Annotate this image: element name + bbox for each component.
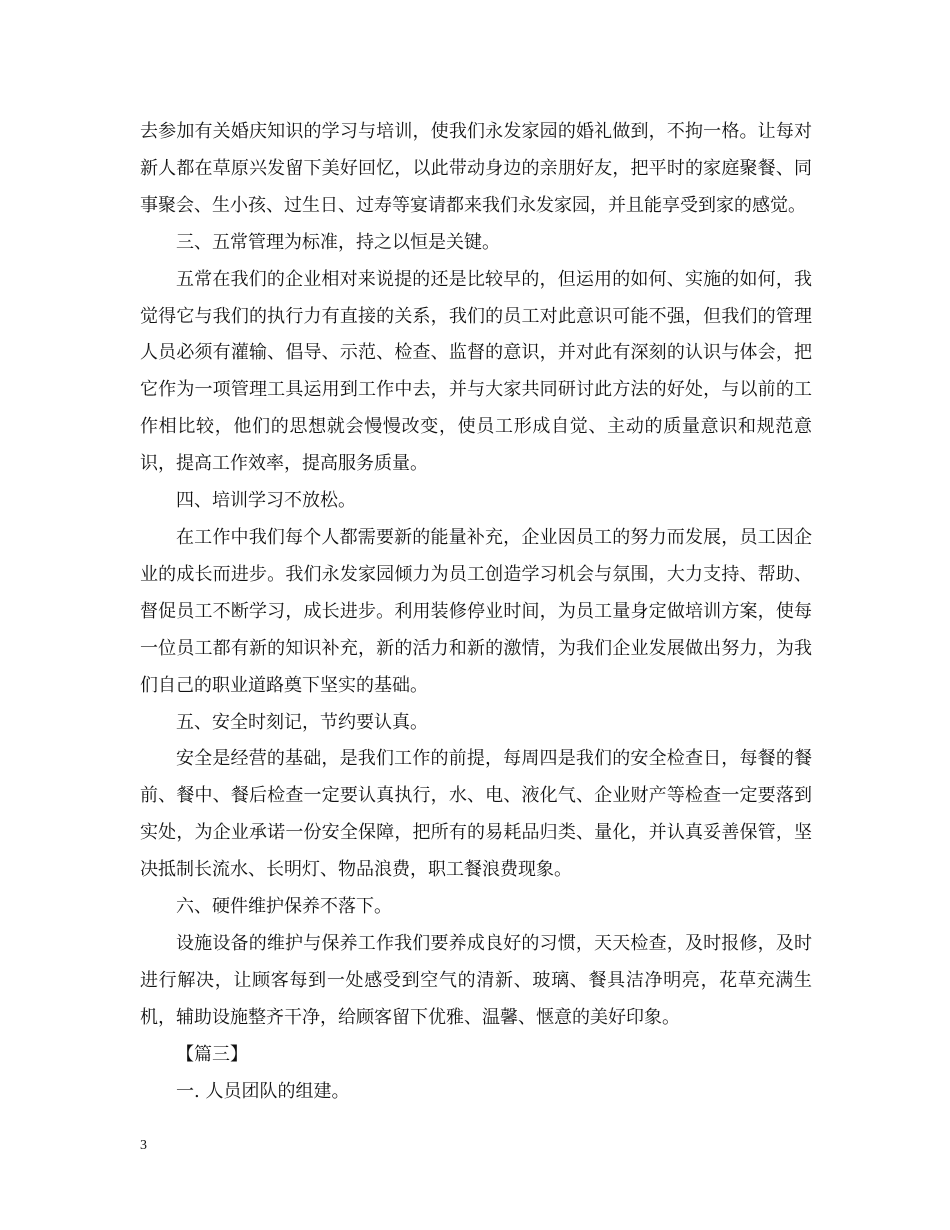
section-heading-4: 四、培训学习不放松。 (176, 490, 356, 512)
paragraph-safety: 安全是经营的基础，是我们工作的前提，每周四是我们的安全检查日，每餐的餐前、餐中、餐后检查一定要认真执行，水、电、液化气、企业财产等检查一定要落到实处，为企业承诺一份安全保障，把所有的易耗品归类、量化，并认真妥善保管，坚决抵制长流水、长明灯、物品浪费，职工餐浪费现象。 (140, 748, 812, 881)
subheading-team-building: 一. 人员团队的组建。 (176, 1080, 350, 1102)
section-heading-6: 六、硬件维护保养不落下。 (176, 896, 392, 918)
document-body (140, 114, 812, 1110)
page-number: 3 (140, 1138, 147, 1153)
paragraph-five-s-management: 五常在我们的企业相对来说提的还是比较早的，但运用的如何、实施的如何，我觉得它与我们的执行力有直接的关系，我们的员工对此意识可能不强，但我们的管理人员必须有灌输、倡导、示范、检查、监督的意识，并对此有深刻的认识与体会，把它作为一项管理工具运用到工作中去，并与大家共同研讨此方法的好处，与以前的工作相比较，他们的思想就会慢慢改变，使员工形成自觉、主动的质量意识和规范意识，提高工作效率，提高服务质量。 (140, 268, 812, 475)
paragraph-continuation: 去参加有关婚庆知识的学习与培训，使我们永发家园的婚礼做到，不拘一格。让每对新人都在草原兴发留下美好回忆，以此带动身边的亲朋好友，把平时的家庭聚餐、同事聚会、生小孩、过生日、过寿等宴请都来我们永发家园，并且能享受到家的感觉。 (140, 121, 812, 216)
section-heading-5: 五、安全时刻记，节约要认真。 (176, 711, 428, 733)
paragraph-maintenance: 设施设备的维护与保养工作我们要养成良好的习惯，天天检查，及时报修，及时进行解决，让顾客每到一处感受到空气的清新、玻璃、餐具洁净明亮，花草充满生机，辅助设施整齐干净，给顾客留下优雅、温馨、惬意的美好印象。 (140, 932, 812, 1028)
part-heading-3: 【篇三】 (176, 1043, 248, 1065)
paragraph-training: 在工作中我们每个人都需要新的能量补充，企业因员工的努力而发展，员工因企业的成长而进步。我们永发家园倾力为员工创造学习机会与氛围，大力支持、帮助、督促员工不断学习，成长进步。利用装修停业时间，为员工量身定做培训方案，使每一位员工都有新的知识补充，新的活力和新的激情，为我们企业发展做出努力，为我们自己的职业道路奠下坚实的基础。 (140, 526, 812, 696)
section-heading-3: 三、五常管理为标准，持之以恒是关键。 (176, 231, 500, 253)
